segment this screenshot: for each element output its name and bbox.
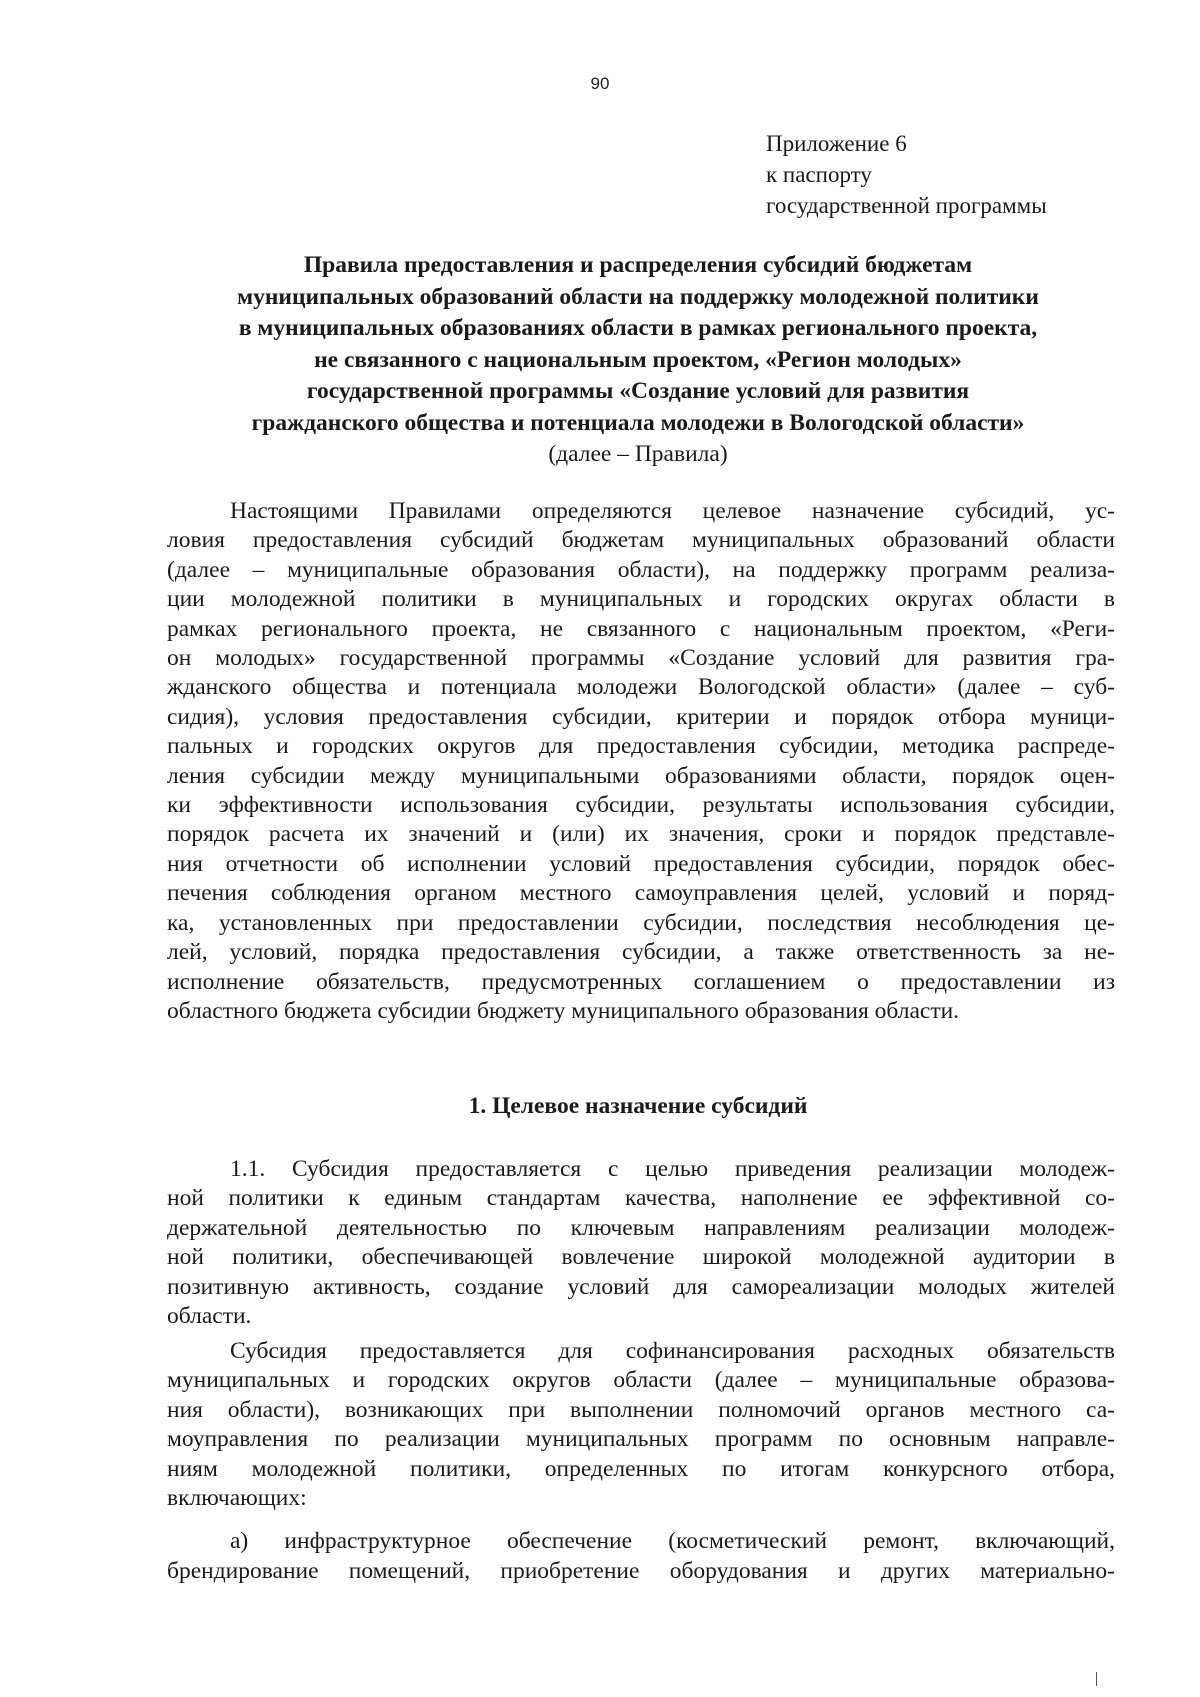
document-subtitle: (далее – Правила) (548, 441, 728, 467)
text-line: позитивную активность, создание условий для самореализации молодых жителей (167, 1273, 1115, 1300)
text-line: а) инфраструктурное обеспечение (косметический ремонт, включающий, (230, 1528, 1115, 1554)
appendix-note (766, 128, 1047, 221)
text-line: пальных и городских округов для предоставления субсидии, методика распреде- (167, 733, 1115, 760)
text-line: (далее – муниципальные образования области), на поддержку программ реализа- (167, 556, 1115, 583)
text-line: сидия), условия предоставления субсидии, критерии и порядок отбора муници- (167, 703, 1115, 730)
appendix-line: Приложение 6 (766, 131, 907, 156)
text-line: Субсидия предоставляется для софинансирования расходных обязательств (230, 1338, 1115, 1364)
text-line: ления субсидии между муниципальными образованиями области, порядок оцен- (167, 762, 1115, 789)
text-line: ния области), возникающих при выполнении полномочий органов местного са- (167, 1396, 1115, 1423)
text-line: муниципальных и городских округов области (далее – муниципальные образова- (167, 1367, 1115, 1394)
section-heading: 1. Целевое назначение субсидий (468, 1093, 808, 1119)
text-line: ка, установленных при предоставлении субсидии, последствия несоблюдения це- (167, 909, 1115, 936)
text-line: областного бюджета субсидии бюджету муниципального образования области. (167, 997, 960, 1024)
text-line: ния отчетности об исполнении условий предоставления субсидии, порядок обес- (167, 850, 1115, 877)
text-line: он молодых» государственной программы «Создание условий для развития гра- (167, 645, 1115, 672)
title-line: гражданского общества и потенциала молодежи в Вологодской области» (251, 409, 1025, 436)
paragraph-1-1 (167, 1155, 1115, 1331)
text-line: порядок расчета их значений и (или) их значения, сроки и порядок представле- (167, 821, 1115, 848)
title-line: не связанного с национальным проектом, «Регион молодых» (314, 346, 962, 373)
text-line: моуправления по реализации муниципальных программ по основным направле- (167, 1426, 1115, 1453)
intro-paragraph (167, 497, 1115, 1026)
text-line: включающих: (167, 1485, 307, 1512)
text-line: области. (167, 1303, 252, 1330)
title-line: государственной программы «Создание условий для развития (306, 378, 970, 404)
list-item-a (167, 1526, 1115, 1586)
text-line: ловия предоставления субсидий бюджетам муниципальных образований области (167, 527, 1115, 554)
text-line: жданского общества и потенциала молодежи Вологодской области» (далее – суб- (167, 674, 1115, 701)
text-line: рамках регионального проекта, не связанного с национальным проектом, «Реги- (167, 615, 1115, 642)
document-title (168, 250, 1108, 439)
text-line: 1.1. Субсидия предоставляется с целью приведения реализации молодеж- (230, 1156, 1115, 1182)
text-line: ниям молодежной политики, определенных по итогам конкурсного отбора, (167, 1455, 1115, 1482)
scan-mark (1096, 1672, 1097, 1686)
text-line: лей, условий, порядка предоставления субсидии, а также ответственность за не- (167, 939, 1115, 966)
text-line: ции молодежной политики в муниципальных и городских округах области в (167, 586, 1115, 613)
paragraph-cofinancing (167, 1337, 1115, 1513)
text-line: ки эффективности использования субсидии, результаты использования субсидии, (167, 792, 1115, 819)
text-line: печения соблюдения органом местного самоуправления целей, условий и поряд- (167, 880, 1115, 907)
text-line: ной политики, обеспечивающей вовлечение широкой молодежной аудитории в (167, 1244, 1115, 1271)
appendix-line: к паспорту (766, 162, 872, 187)
title-line: Правила предоставления и распределения субсидий бюджетам (303, 252, 973, 278)
appendix-line: государственной программы (766, 193, 1047, 218)
text-line: исполнение обязательств, предусмотренных соглашением о предоставлении из (167, 968, 1115, 995)
title-line: в муниципальных образованиях области в рамках регионального проекта, (238, 315, 1038, 341)
text-line: брендирование помещений, приобретение оборудования и других материально- (167, 1558, 1115, 1584)
text-line: Настоящими Правилами определяются целевое назначение субсидий, ус- (230, 498, 1115, 524)
title-line: муниципальных образований области на поддержку молодежной политики (237, 283, 1039, 310)
page-number: 90 (590, 74, 610, 93)
text-line: ной политики к единым стандартам качества, наполнение ее эффективной со- (167, 1185, 1115, 1212)
text-line: держательной деятельностью по ключевым направлениям реализации молодеж- (167, 1214, 1115, 1241)
